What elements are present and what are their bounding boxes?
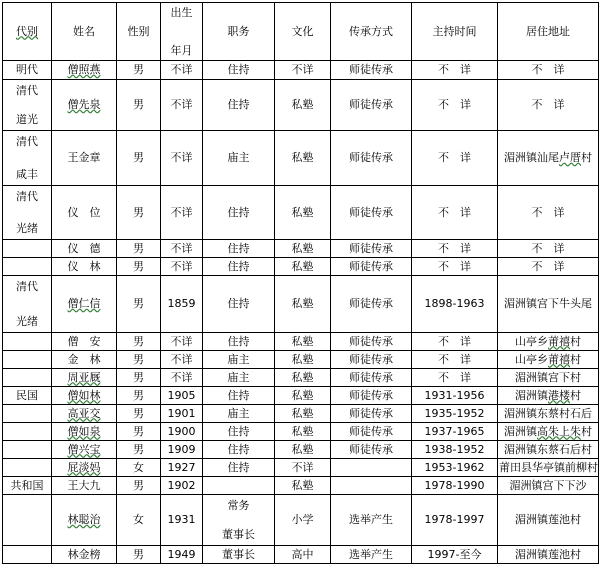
era-cell: 清代 光绪 [3, 276, 52, 333]
education-cell: 高中 [275, 546, 331, 564]
header-sex: 性别 [117, 3, 161, 61]
address-cell: 不 详 [498, 186, 599, 240]
name-cell: 僧兴宝 [52, 441, 117, 459]
method-cell: 师徒传承 [331, 405, 412, 423]
duty-cell: 住持 [203, 80, 275, 131]
name-cell: 金 林 [52, 351, 117, 369]
education-cell: 私塾 [275, 258, 331, 276]
era-cell [3, 405, 52, 423]
name-cell: 僧如泉 [52, 423, 117, 441]
era-cell: 清代 咸丰 [3, 131, 52, 186]
duty-cell: 住持 [203, 459, 275, 477]
education-cell: 私塾 [275, 80, 331, 131]
birth-cell: 1949 [161, 546, 203, 564]
table-row [3, 61, 599, 80]
header-name: 姓名 [52, 3, 117, 61]
header-period: 主持时间 [412, 3, 498, 61]
method-cell: 师徒传承 [331, 186, 412, 240]
period-cell: 不 详 [412, 333, 498, 351]
era-cell [3, 258, 52, 276]
address-cell: 莆田县华亭镇前柳村 [498, 459, 599, 477]
period-cell: 1931-1956 [412, 387, 498, 405]
duty-cell: 住持 [203, 61, 275, 80]
duty-cell: 庙主 [203, 369, 275, 387]
era-cell: 民国 [3, 387, 52, 405]
education-cell: 私塾 [275, 423, 331, 441]
era-cell [3, 351, 52, 369]
address-cell: 山亭乡莆禧村 [498, 333, 599, 351]
header-birth: 出生 年月 [161, 3, 203, 61]
table-row [3, 441, 599, 459]
sex-cell: 男 [117, 546, 161, 564]
era-cell [3, 369, 52, 387]
period-cell: 不 详 [412, 80, 498, 131]
name-cell: 僧 安 [52, 333, 117, 351]
birth-cell: 不详 [161, 240, 203, 258]
education-cell: 私塾 [275, 369, 331, 387]
header-duty: 职务 [203, 3, 275, 61]
address-cell: 湄洲镇汕尾卢厝村 [498, 131, 599, 186]
birth-cell: 1905 [161, 387, 203, 405]
duty-cell [203, 477, 275, 495]
address-cell: 湄洲镇东蔡石后村 [498, 441, 599, 459]
table-row [3, 369, 599, 387]
period-cell: 不 详 [412, 369, 498, 387]
period-cell: 1978-1997 [412, 495, 498, 546]
name-cell: 林金榜 [52, 546, 117, 564]
education-cell: 不详 [275, 459, 331, 477]
header-education: 文化 [275, 3, 331, 61]
duty-cell: 住持 [203, 423, 275, 441]
duty-cell: 住持 [203, 258, 275, 276]
education-cell: 私塾 [275, 333, 331, 351]
address-cell: 不 详 [498, 61, 599, 80]
table-row [3, 80, 599, 131]
era-cell [3, 423, 52, 441]
method-cell: 师徒传承 [331, 441, 412, 459]
birth-cell: 1900 [161, 423, 203, 441]
era-cell [3, 495, 52, 546]
sex-cell: 男 [117, 131, 161, 186]
name-cell: 王金章 [52, 131, 117, 186]
table-row [3, 459, 599, 477]
name-cell: 王大九 [52, 477, 117, 495]
name-cell: 高亚交 [52, 405, 117, 423]
name-cell: 周亚厩 [52, 369, 117, 387]
table-row [3, 351, 599, 369]
period-cell: 1898-1963 [412, 276, 498, 333]
education-cell: 私塾 [275, 405, 331, 423]
sex-cell: 男 [117, 441, 161, 459]
method-cell: 师徒传承 [331, 240, 412, 258]
table-row [3, 131, 599, 186]
education-cell: 不详 [275, 61, 331, 80]
name-cell: 僧照燕 [52, 61, 117, 80]
sex-cell: 女 [117, 459, 161, 477]
era-cell: 清代 道光 [3, 80, 52, 131]
period-cell: 不 详 [412, 186, 498, 240]
header-era: 代别 [3, 3, 52, 61]
sex-cell: 男 [117, 351, 161, 369]
sex-cell: 男 [117, 369, 161, 387]
table-row [3, 240, 599, 258]
period-cell: 不 详 [412, 240, 498, 258]
era-cell: 明代 [3, 61, 52, 80]
address-cell: 不 详 [498, 258, 599, 276]
birth-cell: 不详 [161, 258, 203, 276]
period-cell: 不 详 [412, 351, 498, 369]
name-cell: 僧仁信 [52, 276, 117, 333]
period-cell: 不 详 [412, 258, 498, 276]
address-cell: 湄洲镇高朱上朱村 [498, 423, 599, 441]
duty-cell: 庙主 [203, 405, 275, 423]
name-cell: 屁淡妈 [52, 459, 117, 477]
method-cell: 师徒传承 [331, 80, 412, 131]
header-method: 传承方式 [331, 3, 412, 61]
period-cell: 1953-1962 [412, 459, 498, 477]
education-cell: 私塾 [275, 186, 331, 240]
address-cell: 不 详 [498, 240, 599, 258]
table-row [3, 387, 599, 405]
table-row [3, 333, 599, 351]
name-cell: 仪 位 [52, 186, 117, 240]
duty-cell: 常务 董事长 [203, 495, 275, 546]
method-cell: 选举产生 [331, 495, 412, 546]
method-cell: 师徒传承 [331, 258, 412, 276]
method-cell: 师徒传承 [331, 387, 412, 405]
birth-cell: 1902 [161, 477, 203, 495]
name-cell: 仪 林 [52, 258, 117, 276]
table-row [3, 258, 599, 276]
method-cell: 师徒传承 [331, 276, 412, 333]
education-cell: 私塾 [275, 240, 331, 258]
sex-cell: 男 [117, 80, 161, 131]
header-address: 居住地址 [498, 3, 599, 61]
period-cell: 不 详 [412, 61, 498, 80]
birth-cell: 不详 [161, 61, 203, 80]
method-cell: 师徒传承 [331, 423, 412, 441]
method-cell [331, 459, 412, 477]
address-cell: 湄洲镇宫下牛头尾 [498, 276, 599, 333]
method-cell: 师徒传承 [331, 131, 412, 186]
birth-cell: 不详 [161, 131, 203, 186]
name-cell: 僧如林 [52, 387, 117, 405]
address-cell: 湄洲镇宫下村 [498, 369, 599, 387]
education-cell: 私塾 [275, 131, 331, 186]
abbot-record-table [2, 2, 599, 564]
birth-cell: 不详 [161, 80, 203, 131]
period-cell: 1997-至今 [412, 546, 498, 564]
name-cell: 仪 德 [52, 240, 117, 258]
era-cell: 共和国 [3, 477, 52, 495]
birth-cell: 1901 [161, 405, 203, 423]
address-cell: 湄洲镇莲池村 [498, 495, 599, 546]
method-cell: 选举产生 [331, 546, 412, 564]
sex-cell: 男 [117, 258, 161, 276]
duty-cell: 庙主 [203, 351, 275, 369]
birth-cell: 不详 [161, 369, 203, 387]
era-cell [3, 441, 52, 459]
era-cell: 清代 光绪 [3, 186, 52, 240]
address-cell: 湄洲镇港楼村 [498, 387, 599, 405]
period-cell: 1935-1952 [412, 405, 498, 423]
duty-cell: 庙主 [203, 131, 275, 186]
table-row [3, 423, 599, 441]
table-row [3, 546, 599, 564]
period-cell: 1978-1990 [412, 477, 498, 495]
address-cell: 湄洲镇宫下下沙 [498, 477, 599, 495]
birth-cell: 不详 [161, 333, 203, 351]
address-cell: 湄洲镇东蔡村石后 [498, 405, 599, 423]
sex-cell: 男 [117, 405, 161, 423]
duty-cell: 住持 [203, 276, 275, 333]
table-row [3, 495, 599, 546]
name-cell: 僧先泉 [52, 80, 117, 131]
education-cell: 小学 [275, 495, 331, 546]
era-cell [3, 333, 52, 351]
period-cell: 1937-1965 [412, 423, 498, 441]
education-cell: 私塾 [275, 351, 331, 369]
sex-cell: 男 [117, 61, 161, 80]
record-table-container [2, 2, 599, 564]
birth-cell: 1931 [161, 495, 203, 546]
method-cell: 师徒传承 [331, 61, 412, 80]
address-cell: 山亭乡莆禧村 [498, 351, 599, 369]
education-cell: 私塾 [275, 441, 331, 459]
method-cell: 师徒传承 [331, 369, 412, 387]
era-cell [3, 240, 52, 258]
header-row [3, 3, 599, 61]
duty-cell: 住持 [203, 441, 275, 459]
address-cell: 湄洲镇莲池村 [498, 546, 599, 564]
era-cell [3, 546, 52, 564]
table-row [3, 186, 599, 240]
era-cell [3, 459, 52, 477]
birth-cell: 不详 [161, 351, 203, 369]
education-cell: 私塾 [275, 276, 331, 333]
birth-cell: 1909 [161, 441, 203, 459]
sex-cell: 男 [117, 387, 161, 405]
sex-cell: 女 [117, 495, 161, 546]
sex-cell: 男 [117, 333, 161, 351]
sex-cell: 男 [117, 240, 161, 258]
address-cell: 不 详 [498, 80, 599, 131]
method-cell: 师徒传承 [331, 351, 412, 369]
method-cell: 师徒传承 [331, 333, 412, 351]
duty-cell: 董事长 [203, 546, 275, 564]
education-cell: 私塾 [275, 387, 331, 405]
table-row [3, 405, 599, 423]
table-row [3, 477, 599, 495]
education-cell: 私塾 [275, 477, 331, 495]
sex-cell: 男 [117, 276, 161, 333]
sex-cell: 男 [117, 423, 161, 441]
duty-cell: 住持 [203, 186, 275, 240]
sex-cell: 男 [117, 186, 161, 240]
duty-cell: 住持 [203, 387, 275, 405]
birth-cell: 不详 [161, 186, 203, 240]
period-cell: 1938-1952 [412, 441, 498, 459]
method-cell [331, 477, 412, 495]
table-row [3, 276, 599, 333]
duty-cell: 住持 [203, 333, 275, 351]
birth-cell: 1927 [161, 459, 203, 477]
birth-cell: 1859 [161, 276, 203, 333]
period-cell: 不 详 [412, 131, 498, 186]
duty-cell: 住持 [203, 240, 275, 258]
sex-cell: 男 [117, 477, 161, 495]
name-cell: 林聪治 [52, 495, 117, 546]
